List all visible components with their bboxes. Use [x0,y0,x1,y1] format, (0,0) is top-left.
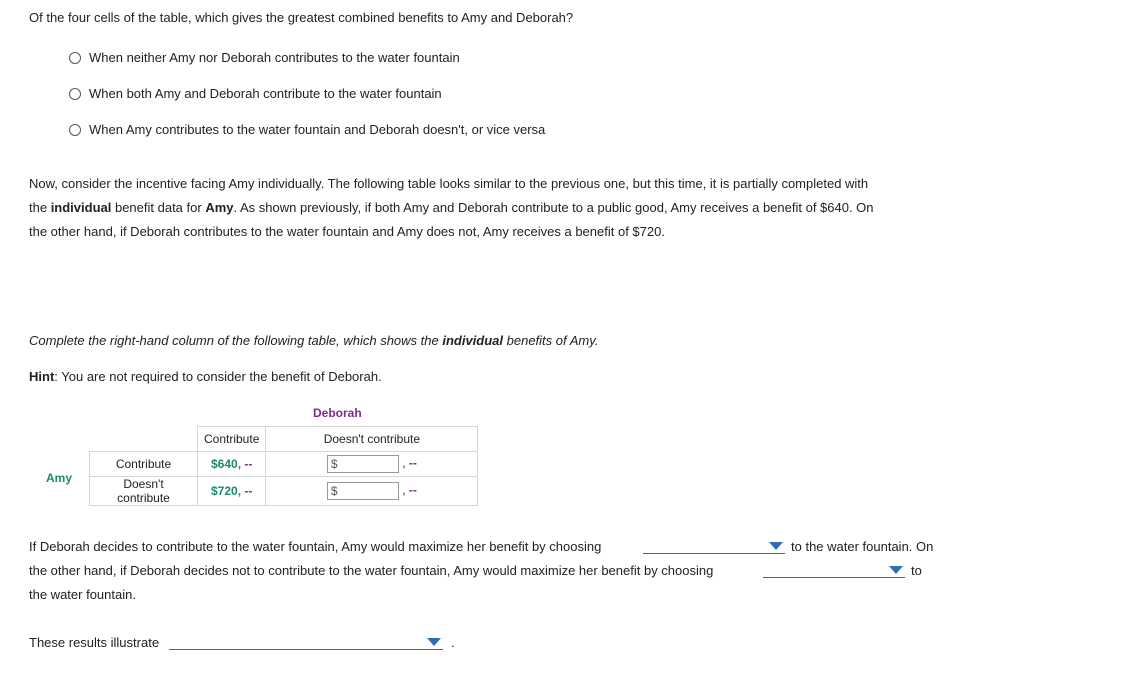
conclusion-line-1a: If Deborah decides to contribute to the water fountain, Amy would maximize her benefit by choosing [29,539,602,554]
col-header-doesnt-contribute: Doesn't contribute [266,427,478,452]
text: Complete the right-hand column of the following table, which shows the [29,333,443,348]
payoff-table [89,426,478,506]
hint-label: Hint [29,369,55,384]
row-header-doesnt-contribute: Doesn't contribute [90,477,198,506]
hint-text: : You are not required to consider the benefit of Deborah. [54,369,382,384]
table-header-row [90,427,478,452]
conclusion-line-2b: to [911,563,922,578]
text: benefits of Amy. [503,333,599,348]
emphasis: Amy [205,200,234,215]
emphasis: individual [442,333,504,348]
amy-benefit: $720, [211,484,242,498]
period: . [451,635,455,650]
concept-dropdown[interactable] [169,635,443,650]
radio-button[interactable] [69,88,81,100]
choice-dropdown-1[interactable] [643,539,785,554]
intro-line-3: the other hand, if Deborah contributes to the water fountain and Amy does not, Amy receives a benefit of $720. [29,224,665,239]
cell-contribute-doesnt [266,452,478,477]
deborah-benefit: -- [408,483,417,498]
option-one-contributes[interactable] [69,122,545,137]
empty-corner [90,427,198,452]
radio-button[interactable] [69,52,81,64]
option-both[interactable] [69,86,442,101]
deborah-benefit: -- [408,456,417,471]
cell-doesnt-doesnt [266,477,478,506]
option-label: When neither Amy nor Deborah contributes to the water fountain [89,50,460,65]
conclusion-line-2a: the other hand, if Deborah decides not to contribute to the water fountain, Amy would maximize her benefit by choosing [29,563,714,578]
conclusion-line-3: the water fountain. [29,587,136,602]
chevron-down-icon [769,542,783,550]
conclusion-line-1b: to the water fountain. On [791,539,934,554]
amy-benefit-input[interactable] [327,455,399,473]
amy-benefit: $640, [211,457,242,471]
col-header-contribute: Contribute [198,427,266,452]
option-neither[interactable] [69,50,460,65]
comma: , [402,483,406,498]
intro-line-2 [29,200,874,215]
choice-dropdown-2[interactable] [763,563,905,578]
row-header-contribute: Contribute [90,452,198,477]
row-player-label: Amy [46,471,73,485]
text: benefit data for [111,200,206,215]
deborah-benefit: -- [244,457,253,471]
cell-contribute-contribute [198,452,266,477]
instruction [29,333,598,348]
table-row [90,452,478,477]
cell-doesnt-contribute [198,477,266,506]
option-label: When both Amy and Deborah contribute to the water fountain [89,86,442,101]
chevron-down-icon [427,638,441,646]
option-label: When Amy contributes to the water fountain and Deborah doesn't, or vice versa [89,122,546,137]
column-player-label: Deborah [313,406,362,420]
amy-benefit-input[interactable] [327,482,399,500]
radio-button[interactable] [69,124,81,136]
question-prompt: Of the four cells of the table, which gives the greatest combined benefits to Amy and Deborah? [29,10,574,25]
dollar-sign: $ [330,457,338,471]
chevron-down-icon [889,566,903,574]
hint [29,369,382,384]
table-row [90,477,478,506]
comma: , [402,456,406,471]
intro-line-1: Now, consider the incentive facing Amy individually. The following table looks similar to the previous one, but this time, it is partially completed with [29,176,869,191]
dollar-sign: $ [330,484,338,498]
illustrate-label: These results illustrate [29,635,160,650]
text: . As shown previously, if both Amy and Deborah contribute to a public good, Amy receives a benefit of $640. On [233,200,874,215]
text: the [29,200,51,215]
deborah-benefit: -- [244,484,253,498]
emphasis: individual [50,200,112,215]
